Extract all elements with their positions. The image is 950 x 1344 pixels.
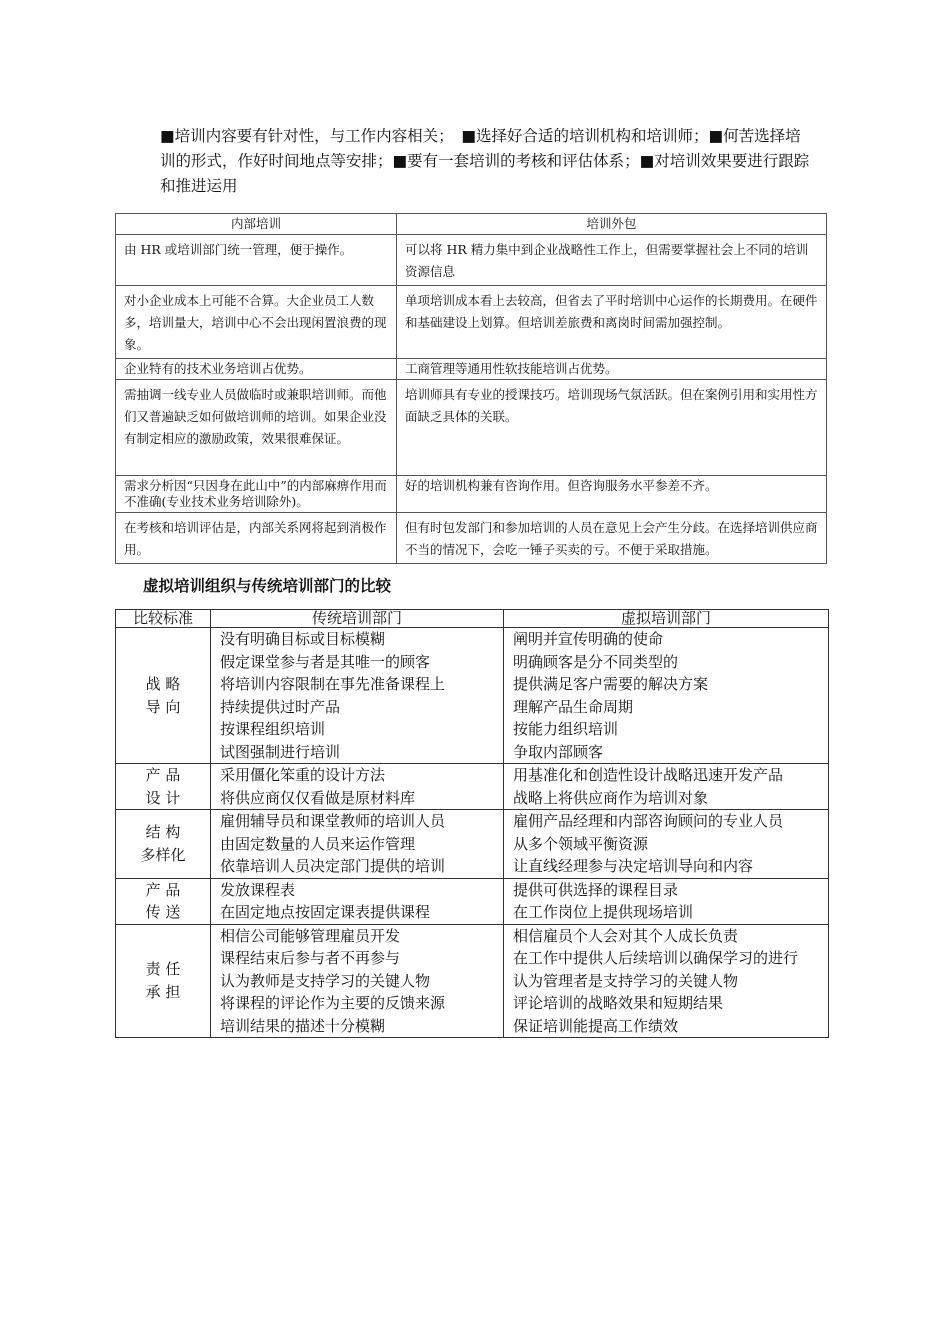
intro-paragraph: ■培训内容要有针对性，与工作内容相关； ■选择好合适的培训机构和培训师；■何苦选择培训的形式，作好时间地点等安排；■要有一套培训的考核和评估体系；■对培训效果要进行跟踪和推进运用 [160,127,810,195]
criterion-cell-line: 产 品 [145,880,181,899]
table-row [116,359,827,380]
header-outsourcing: 培训外包 [397,214,827,235]
table-cell: 工商管理等通用性软技能培训占优势。 [397,359,827,380]
virtual-cell-line: 保证培训能提高工作绩效 [513,1016,679,1035]
criterion-cell-line: 战 略 [145,675,181,693]
table-row [116,878,829,924]
virtual-cell-line: 明确顾客是分不同类型的 [513,652,679,671]
virtual-cell-line: 战略上将供应商作为培训对象 [513,788,709,807]
table-cell: 可以将 HR 精力集中到企业战略性工作上，但需要掌握社会上不同的培训资源信息 [397,235,827,286]
inhouse-vs-outsourcing-table [115,213,827,564]
traditional-cell-line: 在固定地点按固定课表提供课程 [220,903,431,921]
traditional-cell [211,878,504,924]
traditional-cell-line: 认为教师是支持学习的关键人物 [220,971,431,990]
table-row [116,764,829,810]
virtual-cell-line: 雇佣产品经理和内部咨询顾问的专业人员 [513,812,784,830]
traditional-cell-line: 持续提供过时产品 [220,697,341,716]
table-row [116,513,827,564]
virtual-cell-line: 阐明并宣传明确的使命 [513,630,664,648]
table-cell: 需抽调一线专业人员做临时或兼职培训师。而他们又普遍缺乏如何做培训师的培训。如果企业没有制定相应的激励政策，效果很难保证。 [116,380,397,476]
table-cell: 对小企业成本上可能不合算。大企业员工人数多，培训量大，培训中心不会出现闲置浪费的现象。 [116,286,397,359]
header-traditional: 传统培训部门 [211,610,504,628]
table-cell: 企业特有的技术业务培训占优势。 [116,359,397,380]
criterion-cell-line: 责 任 [145,960,181,979]
traditional-cell [211,628,504,764]
virtual-cell-line: 认为管理者是支持学习的关键人物 [513,971,739,990]
traditional-cell-line: 没有明确目标或目标模糊 [220,630,386,648]
table-cell: 好的培训机构兼有咨询作用。但咨询服务水平参差不齐。 [397,476,827,513]
virtual-cell-line: 让直线经理参与决定培训导向和内容 [513,857,754,875]
traditional-cell-line: 将供应商仅仅看做是原材料库 [220,788,416,807]
table-row [116,286,827,359]
table-cell: 需求分析因“只因身在此山中”的内部麻痹作用而不准确(专业技术业务培训除外)。 [116,476,397,513]
traditional-cell-line: 试图强制进行培训 [220,742,341,761]
virtual-cell-line: 评论培训的战略效果和短期结果 [513,994,724,1012]
traditional-cell [211,924,504,1038]
header-inhouse: 内部培训 [116,214,397,235]
virtual-cell [504,764,829,810]
virtual-cell [504,878,829,924]
criterion-cell-line: 导 向 [145,697,181,716]
traditional-cell-line: 按课程组织培训 [220,720,326,738]
criterion-cell [116,924,211,1038]
virtual-cell [504,810,829,879]
virtual-cell [504,924,829,1038]
table-cell: 但有时包发部门和参加培训的人员在意见上会产生分歧。在选择培训供应商不当的情况下，会吃一锤子买卖的亏。不便于采取措施。 [397,513,827,564]
traditional-cell-line: 将课程的评论作为主要的反馈来源 [220,994,446,1012]
traditional-cell-line: 发放课程表 [220,880,296,899]
virtual-cell-line: 提供满足客户需要的解决方案 [513,675,709,693]
virtual-cell-line: 相信雇员个人会对其个人成长负责 [513,926,739,945]
criterion-cell-line: 设 计 [145,788,181,807]
table-cell: 在考核和培训评估是，内部关系网将起到消极作用。 [116,513,397,564]
table-row [116,235,827,286]
traditional-cell-line: 将培训内容限制在事先准备课程上 [220,675,446,693]
traditional-cell-line: 雇佣辅导员和课堂教师的培训人员 [220,812,446,830]
virtual-cell-line: 争取内部顾客 [513,742,604,761]
table-header-row [116,610,829,628]
virtual-cell-line: 在工作岗位上提供现场培训 [513,903,694,921]
header-virtual: 虚拟培训部门 [504,610,829,628]
traditional-cell-line: 培训结果的描述十分模糊 [220,1016,386,1035]
table-cell: 由 HR 或培训部门统一管理，便于操作。 [116,235,397,286]
traditional-cell-line: 由固定数量的人员来运作管理 [220,834,416,853]
criterion-cell-line: 传 送 [145,903,181,921]
traditional-cell [211,810,504,879]
table-row [116,380,827,476]
criterion-cell [116,764,211,810]
table-row [116,810,829,879]
virtual-cell-line: 提供可供选择的课程目录 [513,880,679,899]
virtual-vs-traditional-table [115,609,829,1038]
virtual-cell-line: 理解产品生命周期 [513,697,634,716]
criterion-cell-line: 多样化 [140,845,186,864]
table-cell: 培训师具有专业的授课技巧。培训现场气氛活跃。但在案例引用和实用性方面缺乏具体的关联。 [397,380,827,476]
table-row [116,476,827,513]
virtual-cell-line: 按能力组织培训 [513,720,619,738]
criterion-cell [116,628,211,764]
virtual-cell-line: 用基准化和创造性设计战略迅速开发产品 [513,766,784,784]
criterion-cell [116,878,211,924]
virtual-cell [504,628,829,764]
section-title: 虚拟培训组织与传统培训部门的比较 [143,577,392,595]
table-header-row [116,214,827,235]
header-criterion: 比较标准 [116,610,211,628]
criterion-cell-line: 结 构 [145,823,181,842]
traditional-cell-line: 课程结束后参与者不再参与 [220,949,401,967]
criterion-cell-line: 产 品 [145,766,181,784]
virtual-cell-line: 在工作中提供人后续培训以确保学习的进行 [513,949,799,967]
table-row [116,924,829,1038]
traditional-cell-line: 相信公司能够管理雇员开发 [220,926,401,945]
virtual-cell-line: 从多个领域平衡资源 [513,834,649,853]
traditional-cell-line: 依靠培训人员决定部门提供的培训 [220,857,446,875]
traditional-cell [211,764,504,810]
criterion-cell-line: 承 担 [145,982,181,1001]
table-row [116,628,829,764]
traditional-cell-line: 假定课堂参与者是其唯一的顾客 [220,652,431,671]
criterion-cell [116,810,211,879]
traditional-cell-line: 采用僵化笨重的设计方法 [220,766,386,784]
table-cell: 单项培训成本看上去较高，但省去了平时培训中心运作的长期费用。在硬件和基础建设上划算。但培训差旅费和离岗时间需加强控制。 [397,286,827,359]
